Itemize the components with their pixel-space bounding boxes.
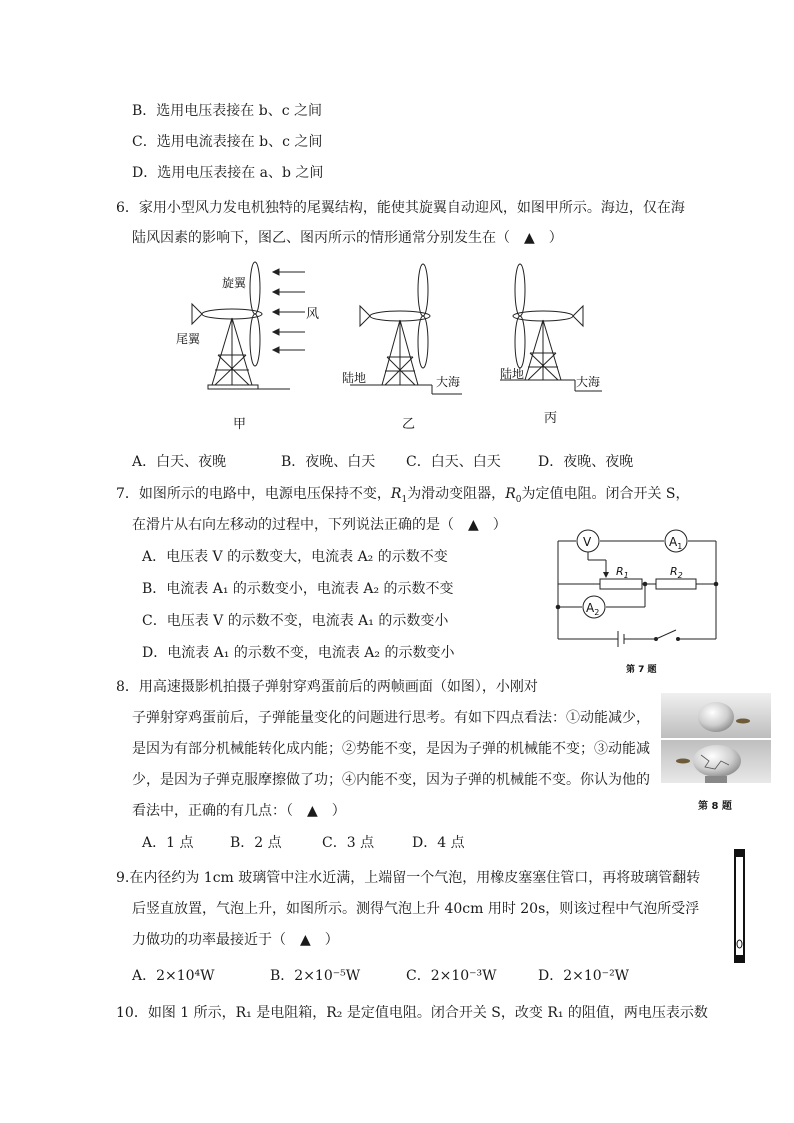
turbine-c [500,264,602,426]
q8-stem-line4: 少，是因为子弹克服摩擦做了功；④内能不变，因为子弹的机械能不变。你认为他的 [132,772,650,788]
q8-option-a: A．1 点 [142,835,194,851]
q7-stem-line1: 7．如图所示的电路中，电源电压保持不变，$R_1$为滑动变阻器，$R_0$为定值电阻。闭合开关 S， [116,486,690,505]
q7-option-d: D．电流表 A₁ 的示数不变，电流表 A₂ 的示数变小 [142,645,455,661]
q6-stem-line2: 陆风因素的影响下，图乙、图丙所示的情形通常分别发生在（ ▲ ） [132,230,563,246]
q5-option-c: C．选用电流表接在 b、c 之间 [132,134,323,150]
q6-figure-turbines [170,260,620,435]
q6-option-c: C．白天、白天 [406,454,501,470]
land-label-b: 陆地 [342,371,367,385]
caption-yi: 乙 [402,417,416,432]
q9-option-c: C．2×10⁻³W [406,968,497,984]
q7-option-b: B．电流表 A₁ 的示数变小，电流表 A₂ 的示数不变 [142,581,454,597]
q9-stem-line2: 后竖直放置，气泡上升，如图所示。测得气泡上升 40cm 用时 20s，则该过程中气泡所受浮 [132,901,700,917]
q7-stem-mid: 为滑动变阻器， [407,486,506,502]
r2-label: $R_2$ [670,565,683,580]
voltmeter-label: V [583,535,592,549]
q8-option-d: D．4 点 [412,835,465,851]
q8-option-c: C．3 点 [322,835,375,851]
q9-option-a: A．2×10⁴W [132,968,215,984]
sea-label-b: 大海 [436,375,461,389]
q9-option-b: B．2×10⁻⁵W [270,968,361,984]
q5-option-d: D．选用电压表接在 a、b 之间 [132,165,324,181]
q8-stem-line3: 是因为有部分机械能转化成内能；②势能不变，是因为子弹的机械能不变；③动能减 [132,741,650,757]
q7-figure-caption: 第 7 题 [626,665,657,675]
q8-photo-bullet-egg [661,693,771,793]
q9-stem-line1: 9.在内径约为 1cm 玻璃管中注水近满，上端留一个气泡，用橡皮塞塞住管口，再将玻璃管翻转 [116,870,701,886]
ammeter-a1-label: $A_1$ [669,535,683,551]
q7-stem-pre: 7．如图所示的电路中，电源电压保持不变， [116,486,391,502]
q6-option-b: B．夜晚、白天 [281,454,376,470]
q6-stem-line1: 6．家用小型风力发电机独特的尾翼结构，能使其旋翼自动迎风，如图甲所示。海边，仅在海 [116,200,685,216]
q7-option-a: A．电压表 V 的示数变大，电流表 A₂ 的示数不变 [142,549,448,565]
q7-circuit-diagram [548,522,728,677]
q8-option-b: B．2 点 [230,835,282,851]
q5-option-b: B．选用电压表接在 b、c 之间 [132,103,322,119]
turbine-a [176,262,319,432]
q7-stem-post: 为定值电阻。闭合开关 S， [521,486,690,502]
tail-label: 尾翼 [176,332,201,346]
q8-stem-line5: 看法中，正确的有几点：（ ▲ ） [132,803,346,819]
q7-stem-line2: 在滑片从右向左移动的过程中，下列说法正确的是（ ▲ ） [132,517,507,533]
q8-stem-line1: 8．用高速摄影机拍摄子弹射穿鸡蛋前后的两帧画面（如图），小刚对 [116,679,538,695]
caption-jia: 甲 [233,417,247,432]
sea-label-c: 大海 [576,375,601,389]
wind-label: 风 [306,307,320,322]
caption-bing: 丙 [544,411,558,426]
turbine-b [342,264,462,432]
q9-stem-line3: 力做功的功率最接近于（ ▲ ） [132,932,339,948]
q6-option-d: D．夜晚、夜晚 [538,454,634,470]
rotor-label: 旋翼 [222,276,247,290]
r1-label: $R_1$ [616,565,629,580]
q10-stem-line1: 10．如图 1 所示，R₁ 是电阻箱，R₂ 是定值电阻。闭合开关 S，改变 R₁ 的阻值，两电压表示数 [116,1005,708,1021]
q7-option-c: C．电压表 V 的示数不变，电流表 A₁ 的示数变小 [142,613,449,629]
q8-stem-line2: 子弹射穿鸡蛋前后，子弹能量变化的问题进行思考。有如下四点看法：①动能减少， [132,710,650,726]
q9-option-d: D．2×10⁻²W [538,968,630,984]
q8-figure-caption: 第 8 题 [698,801,732,812]
q9-glass-tube [733,848,747,966]
q6-option-a: A．白天、夜晚 [132,454,227,470]
land-label-c: 陆地 [500,367,525,381]
ammeter-a2-label: $A_2$ [586,601,600,617]
